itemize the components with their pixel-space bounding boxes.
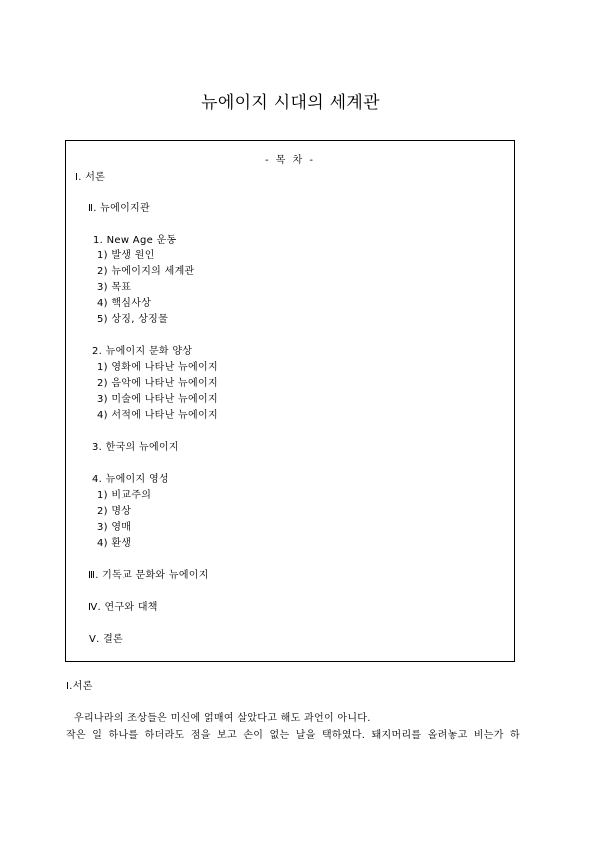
- toc-subsection-item: 3) 목표: [97, 282, 132, 293]
- toc-section-heading: 1. New Age 운동: [93, 235, 177, 246]
- toc-subsection-item: 1) 비교주의: [97, 490, 152, 501]
- toc-section-heading: 2. 뉴에이지 문화 양상: [92, 346, 193, 357]
- toc-subsection-item: 3) 영매: [97, 522, 132, 533]
- document-title: 뉴에이지 시대의 세계관: [201, 93, 380, 113]
- toc-chapter-heading: Ⅳ. 연구와 대책: [88, 602, 158, 613]
- toc-subsection-item: 5) 상징, 상징물: [97, 314, 169, 325]
- toc-chapter-heading: Ⅰ. 서론: [75, 172, 106, 183]
- paragraph-line: 우리나라의 조상들은 미신에 얽매여 살았다고 해도 과언이 아니다.: [74, 713, 371, 724]
- section-heading: Ⅰ.서론: [66, 681, 93, 692]
- toc-subsection-item: 2) 명상: [97, 506, 132, 517]
- toc-heading: - 목 차 -: [264, 155, 316, 166]
- toc-section-heading: 4. 뉴에이지 영성: [92, 474, 169, 485]
- toc-subsection-item: 4) 서적에 나타난 뉴에이지: [97, 410, 218, 421]
- toc-section-heading: 3. 한국의 뉴에이지: [92, 442, 179, 453]
- toc-chapter-heading: Ⅲ. 기독교 문화와 뉴에이지: [88, 570, 209, 581]
- paragraph-line: 작은 일 하나를 하더라도 점을 보고 손이 없는 날을 택하였다. 돼지머리를 올려놓고 비는가 하: [66, 730, 520, 741]
- toc-subsection-item: 1) 영화에 나타난 뉴에이지: [97, 362, 218, 373]
- toc-subsection-item: 1) 발생 원인: [97, 250, 155, 261]
- toc-chapter-heading: Ⅱ. 뉴에이지관: [88, 203, 150, 214]
- toc-chapter-heading: Ⅴ. 결론: [89, 634, 124, 645]
- toc-subsection-item: 2) 뉴에이지의 세계관: [97, 266, 195, 277]
- table-of-contents: [65, 140, 515, 662]
- toc-subsection-item: 3) 미술에 나타난 뉴에이지: [97, 394, 218, 405]
- toc-subsection-item: 4) 환생: [97, 538, 132, 549]
- toc-subsection-item: 4) 핵심사상: [97, 298, 152, 309]
- toc-subsection-item: 2) 음악에 나타난 뉴에이지: [97, 378, 218, 389]
